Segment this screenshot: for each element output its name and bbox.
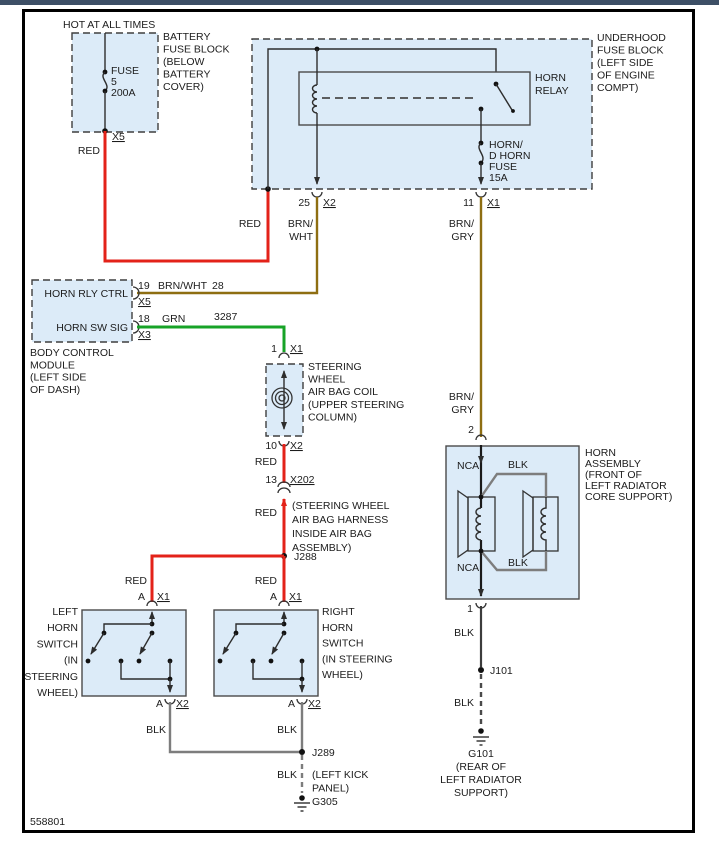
x1-right-switch-label: X1 (289, 591, 302, 603)
left-kick-panel-note: (LEFT KICK PANEL) (312, 769, 369, 795)
wire-color-label-red-2: RED (238, 218, 261, 230)
pin-11-label: 11 (463, 197, 474, 209)
fuse5-label: FUSE 5 200A (111, 65, 140, 99)
j289-splice-dot (299, 749, 305, 755)
x2-connector-label: X2 (323, 197, 336, 209)
pin-2-label: 2 (468, 424, 474, 436)
left-horn-switch-label: LEFT HORN SWITCH (IN STEERING WHEEL) (24, 606, 78, 699)
x2-coil-connector-label: X2 (290, 440, 303, 452)
horn-fuse-label: HORN/ D HORN FUSE 15A (489, 139, 531, 184)
j101-splice-label: J101 (490, 665, 513, 677)
bcm-label: BODY CONTROL MODULE (LEFT SIDE OF DASH) (30, 347, 114, 396)
wire-color-label-brngry-1: BRN/ GRY (448, 218, 474, 243)
circuit-28-label: 28 (212, 280, 224, 292)
horn-rly-ctrl-label: HORN RLY CTRL (44, 288, 128, 300)
j288-splice-label: J288 (294, 551, 317, 563)
x1-coil-connector-label: X1 (290, 343, 303, 355)
blk-label-top: BLK (508, 459, 528, 471)
pin-18-label: 18 (138, 313, 150, 325)
x202-connector-label: X202 (290, 474, 315, 486)
wire-color-label-blk-5: BLK (454, 697, 474, 709)
pin-a-left-top: A (137, 591, 145, 603)
wire-color-label-blk-1: BLK (146, 724, 166, 736)
pin-10-label: 10 (265, 440, 277, 452)
x3-bcm-connector-label: X3 (138, 329, 151, 341)
wire-color-label-blk-4: BLK (454, 627, 474, 639)
j289-splice-label: J289 (312, 747, 335, 759)
x2-left-switch-label: X2 (176, 698, 189, 710)
horn-sw-sig-label: HORN SW SIG (56, 322, 128, 334)
top-window-edge (0, 0, 719, 5)
j101-splice-dot (478, 667, 484, 673)
wire-color-label-red-5: RED (124, 575, 147, 587)
wire-color-label-red-6: RED (254, 575, 277, 587)
air-bag-coil-label: STEERING WHEEL AIR BAG COIL (UPPER STEERING COLUMN) (308, 361, 405, 424)
x5-connector-label: X5 (112, 131, 125, 143)
right-horn-switch-label: RIGHT HORN SWITCH (IN STEERING WHEEL) (322, 606, 393, 682)
brnwht-inline-label: BRN/WHT (158, 280, 207, 292)
pin-13-label: 13 (265, 474, 277, 486)
wire-color-label-red-1: RED (77, 145, 100, 157)
wire-color-label-blk-3: BLK (277, 769, 297, 781)
wire-color-label-blk-2: BLK (277, 724, 297, 736)
x5-bcm-connector-label: X5 (138, 296, 151, 308)
wire-color-label-brngry-2: BRN/ GRY (448, 391, 474, 416)
airbag-harness-note: (STEERING WHEEL AIR BAG HARNESS INSIDE AIR BAG ASSEMBLY) (292, 500, 390, 554)
pin-a-right-bottom: A (287, 698, 295, 710)
wire-color-label-red-3: RED (254, 456, 277, 468)
wire-color-label-brnwht: BRN/ WHT (287, 218, 313, 243)
pin-25-label: 25 (298, 197, 310, 209)
horn-assembly-label: HORN ASSEMBLY (FRONT OF LEFT RADIATOR CORE SUPPORT) (585, 447, 673, 503)
nca-label-bottom: NCA (457, 562, 480, 574)
underhood-fuse-block-label: UNDERHOOD FUSE BLOCK (LEFT SIDE OF ENGINE COMPT) (597, 32, 666, 94)
x1-connector-label: X1 (487, 197, 500, 209)
grn-inline-label: GRN (162, 313, 186, 325)
x1-left-switch-label: X1 (157, 591, 170, 603)
battery-fuse-block-label: BATTERY FUSE BLOCK (BELOW BATTERY COVER) (163, 31, 230, 93)
pin-1-horn-label: 1 (467, 603, 473, 615)
diagram-number: 558801 (30, 816, 66, 828)
wire-color-label-red-4: RED (254, 507, 277, 519)
hot-at-all-times-label: HOT AT ALL TIMES (63, 19, 156, 31)
g305-ground-label: G305 (312, 796, 338, 808)
blk-label-bottom: BLK (508, 557, 528, 569)
g101-ground-label: G101 (REAR OF LEFT RADIATOR SUPPORT) (440, 748, 522, 799)
pin-a-right-top: A (269, 591, 277, 603)
pin-1-coil-label: 1 (271, 343, 277, 355)
horn-relay-label: HORN RELAY (535, 72, 569, 97)
nca-label-top: NCA (457, 460, 480, 472)
pin-19-label: 19 (138, 280, 150, 292)
x2-right-switch-label: X2 (308, 698, 321, 710)
pin-a-left-bottom: A (155, 698, 163, 710)
circuit-3287-label: 3287 (214, 311, 238, 323)
